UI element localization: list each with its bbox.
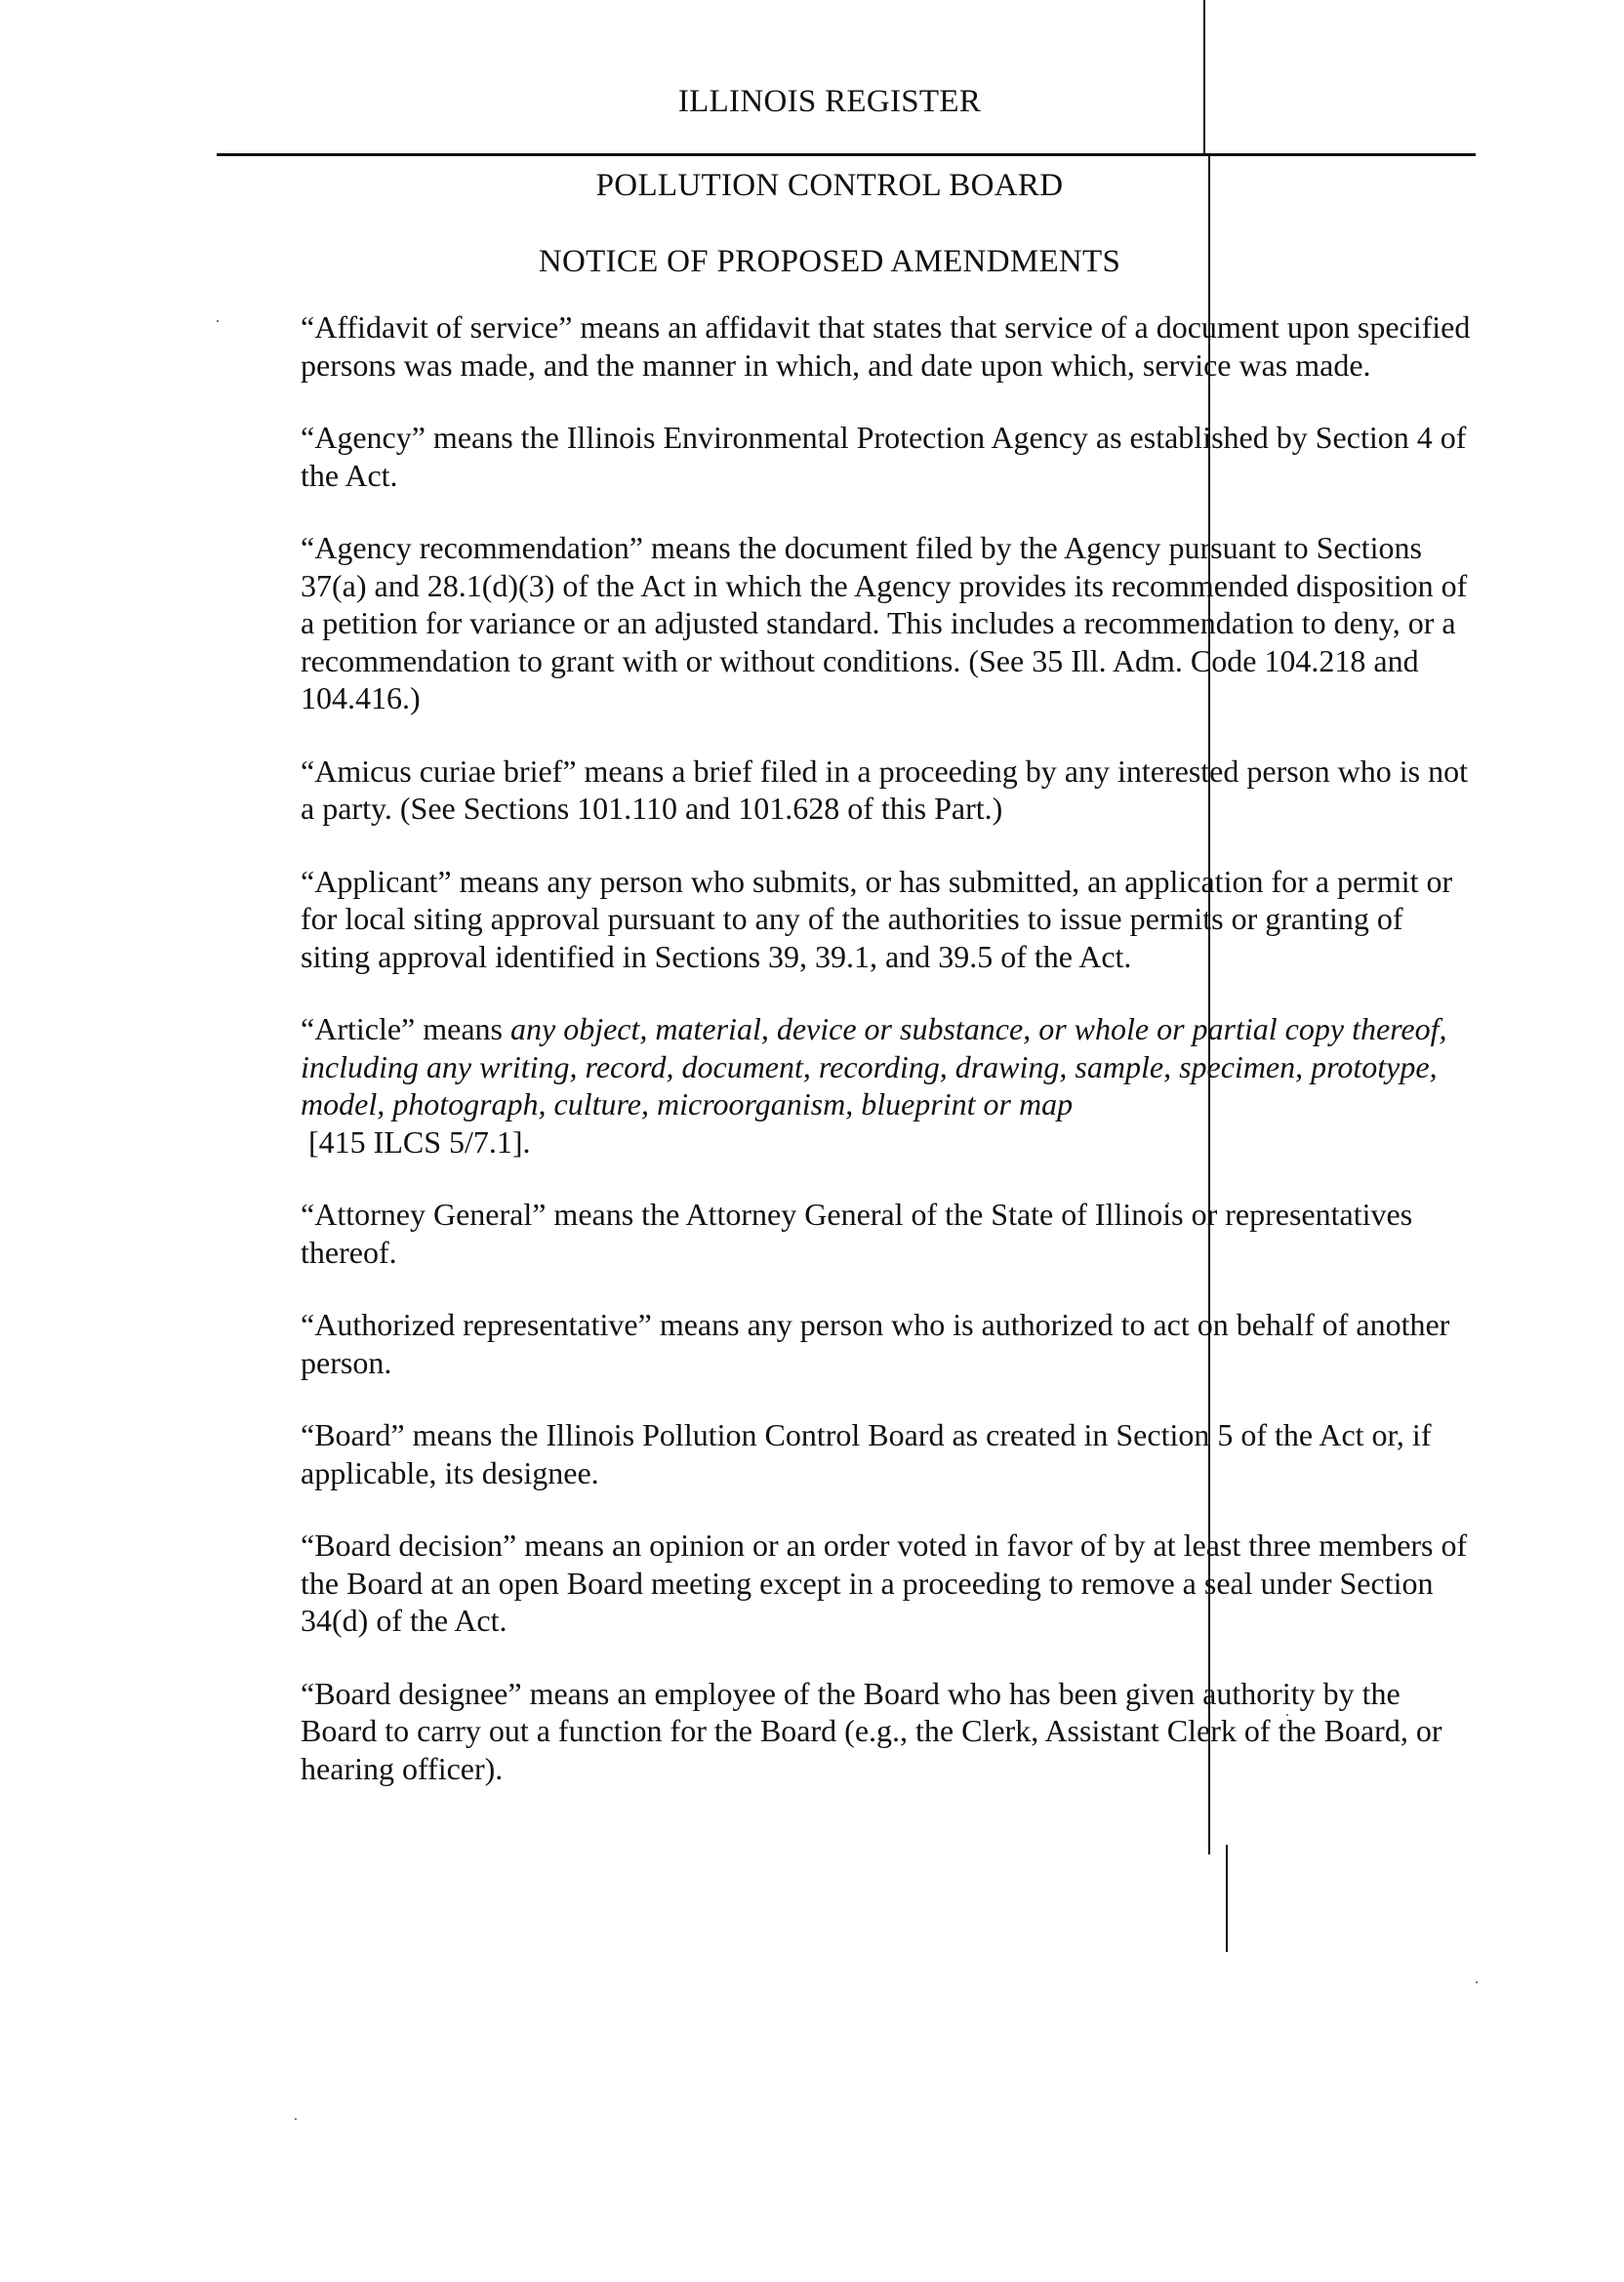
definition-text: means any person who submits, or has submitted, an application for a permit or for local siting approval pursuant to any of the authorities to issue permits or granting of siting approval identified in Sections 39, 39.1, and 39.5 of the Act. [301, 863, 1453, 974]
statutory-citation: [415 ILCS 5/7.1]. [308, 1123, 531, 1160]
definition-term: “Agency recommendation” [301, 530, 643, 565]
definition-term: “Board” [301, 1417, 405, 1452]
scan-artifact-line [1226, 1845, 1228, 1952]
definition-text-italic: any object, material, device or substance, or whole or partial copy thereof, including any writing, record, document, recording, drawing, sample, specimen, prototype, model, photograph, culture, microorganism, blueprint or map [301, 1011, 1447, 1121]
definition-text: means the Illinois Environmental Protection Agency as established by Section 4 of the Act. [301, 420, 1467, 493]
definition-board-designee [301, 1675, 1472, 1788]
definition-term: “Agency” [301, 420, 426, 455]
definitions-list [301, 308, 1472, 1822]
definition-article [301, 1010, 1472, 1161]
definition-affidavit-of-service [301, 308, 1472, 384]
definition-board [301, 1416, 1472, 1491]
scan-speck [295, 2118, 297, 2120]
definition-term: “Authorized representative” [301, 1307, 652, 1342]
definition-attorney-general [301, 1196, 1472, 1271]
definition-text: means the Attorney General of the State of Illinois or representatives thereof. [301, 1197, 1413, 1270]
board-name: POLLUTION CONTROL BOARD [595, 168, 1064, 203]
definition-text: means the document filed by the Agency pursuant to Sections 37(a) and 28.1(d)(3) of the Act in which the Agency provides its recommended disposition of a petition for variance or an adjusted standard. This includes a recommendation to deny, or a recommendation to grant with or without conditions. (See 35 Ill. Adm. Code 104.218 and 104.416.) [301, 530, 1468, 715]
definition-term: “Article” [301, 1011, 416, 1046]
definition-term: “Attorney General” [301, 1197, 547, 1232]
scan-speck [217, 320, 219, 322]
definition-term: “Applicant” [301, 863, 452, 899]
definition-term: “Amicus curiae brief” [301, 753, 577, 789]
definition-authorized-representative [301, 1306, 1472, 1381]
register-title: ILLINOIS REGISTER [677, 84, 982, 119]
definition-text: means an affidavit that states that service of a document upon specified persons was made, and the manner in which, and date upon which, service was made. [301, 309, 1471, 383]
scan-artifact-line [1203, 0, 1205, 156]
definition-applicant [301, 863, 1472, 976]
definition-text: means an employee of the Board who has been given authority by the Board to carry out a function for the Board (e.g., the Clerk, Assistant Clerk of the Board, or hearing officer). [301, 1675, 1442, 1786]
definition-text: means the Illinois Pollution Control Board as created in Section 5 of the Act or, if applicable, its designee. [301, 1417, 1432, 1490]
definition-term: “Affidavit of service” [301, 309, 573, 345]
definition-amicus-curiae-brief [301, 753, 1472, 828]
definition-term: “Board designee” [301, 1675, 522, 1711]
definition-term: “Board decision” [301, 1528, 517, 1563]
header-rule [217, 153, 1476, 156]
definition-text: means a brief filed in a proceeding by any interested person who is not a party. (See Sections 101.110 and 101.628 of this Part.) [301, 753, 1469, 826]
definition-agency-recommendation [301, 529, 1472, 717]
definition-agency [301, 419, 1472, 494]
notice-title: NOTICE OF PROPOSED AMENDMENTS [538, 244, 1121, 279]
definition-text: means an opinion or an order voted in favor of by at least three members of the Board at an open Board meeting except in a proceeding to remove a seal under Section 34(d) of the Act. [301, 1528, 1468, 1638]
definition-text: means any person who is authorized to act on behalf of another person. [301, 1307, 1450, 1380]
definition-board-decision [301, 1527, 1472, 1640]
definition-connector: means [415, 1011, 510, 1046]
scan-speck [1476, 1981, 1478, 1983]
